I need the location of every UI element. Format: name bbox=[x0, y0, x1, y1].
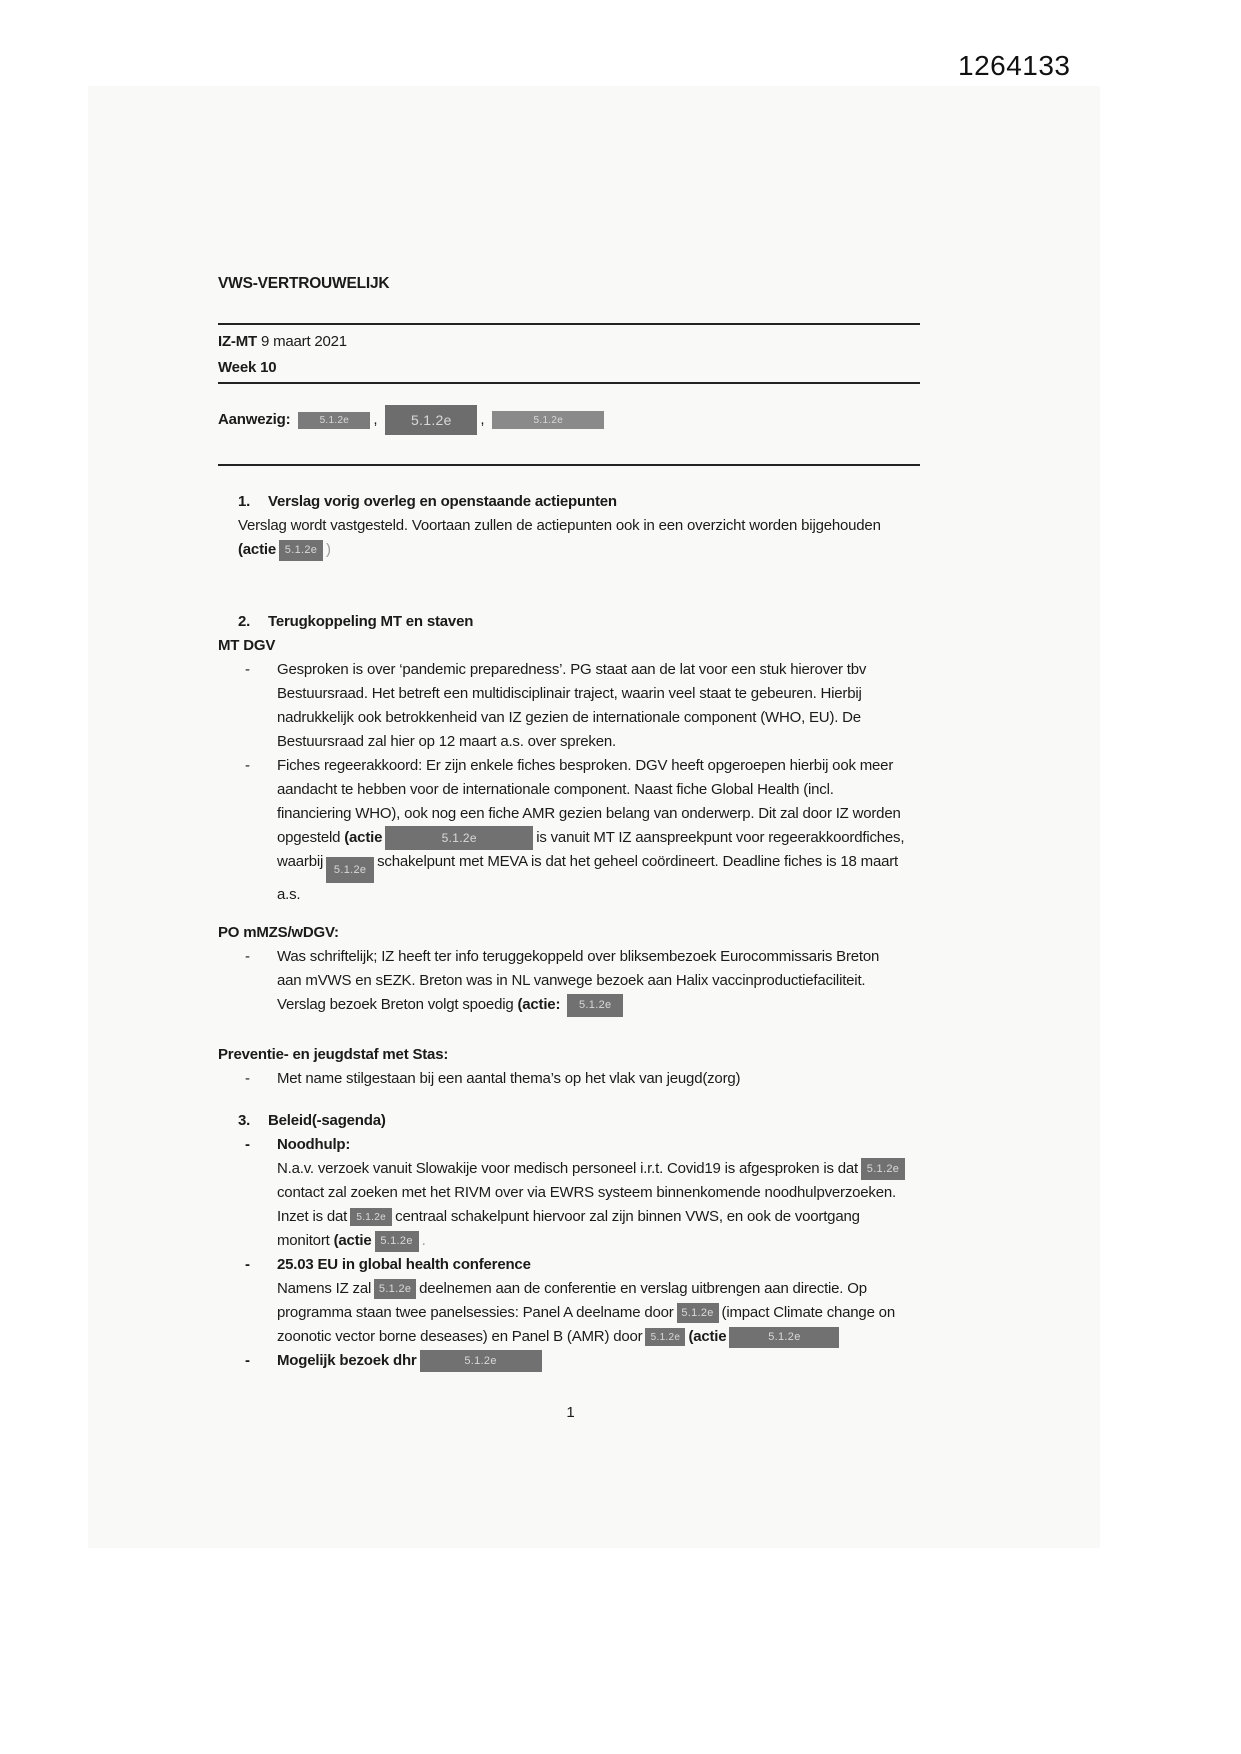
redaction-box: 5.1.2e bbox=[729, 1327, 839, 1348]
paragraph-line: Was schriftelijk; IZ heeft ter info teruggekoppeld over bliksembezoek Eurocommissaris Breton bbox=[277, 948, 880, 966]
paragraph-line bbox=[277, 826, 923, 850]
meeting-date: 9 maart 2021 bbox=[260, 333, 347, 350]
document-content bbox=[218, 272, 923, 1425]
paragraph-line bbox=[277, 850, 923, 883]
redaction-box: 5.1.2e bbox=[375, 1231, 419, 1252]
text-run: schakelpunt met MEVA is dat het geheel coördineert. Deadline fiches is 18 maart bbox=[377, 853, 899, 871]
redaction-box: 5.1.2e bbox=[298, 412, 370, 429]
section-number: 3. bbox=[238, 1112, 251, 1130]
redaction-box: 5.1.2e bbox=[567, 994, 623, 1017]
section-title: Verslag vorig overleg en openstaande actiepunten bbox=[268, 493, 617, 510]
paragraph-line: a.s. bbox=[277, 886, 301, 904]
redaction-box: 5.1.2e bbox=[492, 411, 604, 429]
redaction-box: 5.1.2e bbox=[279, 540, 323, 561]
redaction-box: 5.1.2e bbox=[326, 857, 374, 883]
redaction-box: 5.1.2e bbox=[350, 1208, 392, 1226]
bullet-dash: - bbox=[245, 1136, 250, 1154]
redaction-box: 5.1.2e bbox=[385, 826, 533, 850]
actie-label: (actie bbox=[344, 829, 383, 846]
text-run: is vanuit MT IZ aanspreekpunt voor regeerakkoordfiches, bbox=[536, 829, 905, 846]
section-title: Beleid(-sagenda) bbox=[268, 1112, 386, 1130]
paragraph-line: Fiches regeerakkoord: Er zijn enkele fiches besproken. DGV heeft opgeroepen hierbij ook meer bbox=[277, 757, 894, 774]
text-run: waarbij bbox=[277, 853, 324, 871]
text-run: centraal schakelpunt hiervoor zal zijn binnen VWS, en ook de voortgang bbox=[395, 1208, 860, 1226]
paragraph-line: Met name stilgestaan bij een aantal thema’s op het vlak van jeugd(zorg) bbox=[277, 1070, 741, 1088]
paragraph-line bbox=[277, 993, 923, 1017]
paragraph-line: Verslag wordt vastgesteld. Voortaan zullen de actiepunten ook in een overzicht worden bijgehouden bbox=[238, 517, 881, 534]
page-number: 1 bbox=[566, 1404, 575, 1422]
bullet-dash: - bbox=[245, 757, 250, 774]
week-label: Week 10 bbox=[218, 359, 277, 376]
paragraph-line: aandacht te hebben voor de internationale component. Naast fiche Global Health (incl. bbox=[277, 781, 834, 798]
paragraph-line bbox=[277, 1325, 923, 1349]
paragraph-line: financiering WHO), ook nog een fiche AMR gezien belang van onderwerp. Dit zal door IZ worden bbox=[277, 805, 901, 822]
actie-label: (actie: bbox=[517, 996, 561, 1014]
text-run: opgesteld bbox=[277, 829, 341, 846]
meeting-title bbox=[218, 330, 923, 354]
paragraph-line: aan mVWS en sEZK. Breton was in NL vanwege bezoek aan Halix vaccinproductiefaciliteit. bbox=[277, 972, 866, 990]
section-3-heading bbox=[218, 1109, 923, 1133]
text-run: zoonotic vector borne deseases) en Panel B (AMR) door bbox=[277, 1328, 643, 1346]
list-item bbox=[218, 658, 923, 682]
bezoek-heading: Mogelijk bezoek dhr bbox=[277, 1352, 417, 1370]
section-number: 1. bbox=[238, 493, 251, 510]
document-number: 1264133 bbox=[958, 50, 1071, 81]
list-item bbox=[218, 754, 923, 778]
divider bbox=[218, 323, 920, 325]
list-item bbox=[218, 1253, 923, 1277]
paragraph-line bbox=[277, 1277, 923, 1301]
paragraph-line: nadrukkelijk ook betrokkenheid van IZ gezien de internationale component (WHO, EU). De bbox=[277, 709, 861, 726]
paragraph-line bbox=[277, 1229, 923, 1253]
noodhulp-heading: Noodhulp: bbox=[277, 1136, 351, 1154]
section-number: 2. bbox=[238, 613, 251, 630]
subheading-preventie-jeugdstaf: Preventie- en jeugdstaf met Stas: bbox=[218, 1046, 449, 1064]
actie-label: (actie bbox=[333, 1232, 372, 1250]
bullet-dash: - bbox=[245, 1256, 250, 1274]
redaction-box: 5.1.2e bbox=[677, 1303, 719, 1323]
period: . bbox=[421, 1232, 426, 1250]
list-item bbox=[218, 945, 923, 969]
text-run: Inzet is dat bbox=[277, 1208, 348, 1226]
divider bbox=[218, 464, 920, 466]
text-run: Verslag bezoek Breton volgt spoedig bbox=[277, 996, 514, 1014]
paragraph-line: contact zal zoeken met het RIVM over via EWRS systeem binnenkomende noodhulpverzoeken. bbox=[277, 1184, 896, 1202]
redaction-box: 5.1.2e bbox=[374, 1279, 416, 1299]
meeting-name: IZ-MT bbox=[218, 333, 257, 350]
text-run: (impact Climate change on bbox=[721, 1304, 895, 1322]
redaction-box: 5.1.2e bbox=[420, 1350, 542, 1372]
bullet-dash: - bbox=[245, 1070, 250, 1088]
list-item bbox=[218, 1067, 923, 1091]
paragraph-line: Gesproken is over ‘pandemic preparedness’. PG staat aan de lat voor een stuk hierover tbv bbox=[277, 661, 867, 678]
redaction-box: 5.1.2e bbox=[385, 405, 477, 435]
section-1-heading bbox=[218, 490, 923, 514]
section-title: Terugkoppeling MT en staven bbox=[268, 613, 474, 630]
separator: , bbox=[373, 411, 378, 428]
divider bbox=[218, 382, 920, 384]
classification-label: VWS-VERTROUWELIJK bbox=[218, 275, 390, 292]
subheading-mt-dgv: MT DGV bbox=[218, 637, 276, 654]
paragraph-line bbox=[277, 1157, 923, 1181]
paragraph-line: Bestuursraad. Het betreft een multidisciplinair traject, waarin veel staat te gebeuren. Hierbij bbox=[277, 685, 862, 702]
section-2-heading bbox=[218, 610, 923, 634]
actie-label: (actie bbox=[238, 541, 276, 558]
attendees-row bbox=[218, 405, 923, 435]
paragraph-line: Bestuursraad zal hier op 12 maart a.s. over spreken. bbox=[277, 733, 616, 750]
text-run: Namens IZ zal bbox=[277, 1280, 372, 1298]
paragraph-line bbox=[277, 1205, 923, 1229]
list-item bbox=[218, 1133, 923, 1157]
separator: , bbox=[480, 411, 485, 428]
paren-close: ) bbox=[326, 541, 331, 558]
actie-label: (actie bbox=[688, 1328, 727, 1346]
paragraph-line bbox=[277, 1301, 923, 1325]
attendees-label: Aanwezig: bbox=[218, 411, 291, 428]
text-run: programma staan twee panelsessies: Panel A deelname door bbox=[277, 1304, 674, 1322]
redaction-box: 5.1.2e bbox=[645, 1328, 685, 1346]
text-run: deelnemen aan de conferentie en verslag uitbrengen aan directie. Op bbox=[419, 1280, 867, 1298]
bullet-dash: - bbox=[245, 1352, 250, 1370]
conference-heading: 25.03 EU in global health conference bbox=[277, 1256, 531, 1274]
text-run: N.a.v. verzoek vanuit Slowakije voor medisch personeel i.r.t. Covid19 is afgesproken is dat bbox=[277, 1160, 858, 1178]
bullet-dash: - bbox=[245, 948, 250, 966]
list-item bbox=[218, 1349, 923, 1373]
text-run: monitort bbox=[277, 1232, 330, 1250]
paragraph-line bbox=[238, 538, 923, 562]
bullet-dash: - bbox=[245, 661, 250, 678]
redaction-box: 5.1.2e bbox=[861, 1158, 905, 1180]
subheading-po-mmzs: PO mMZS/wDGV: bbox=[218, 924, 339, 942]
